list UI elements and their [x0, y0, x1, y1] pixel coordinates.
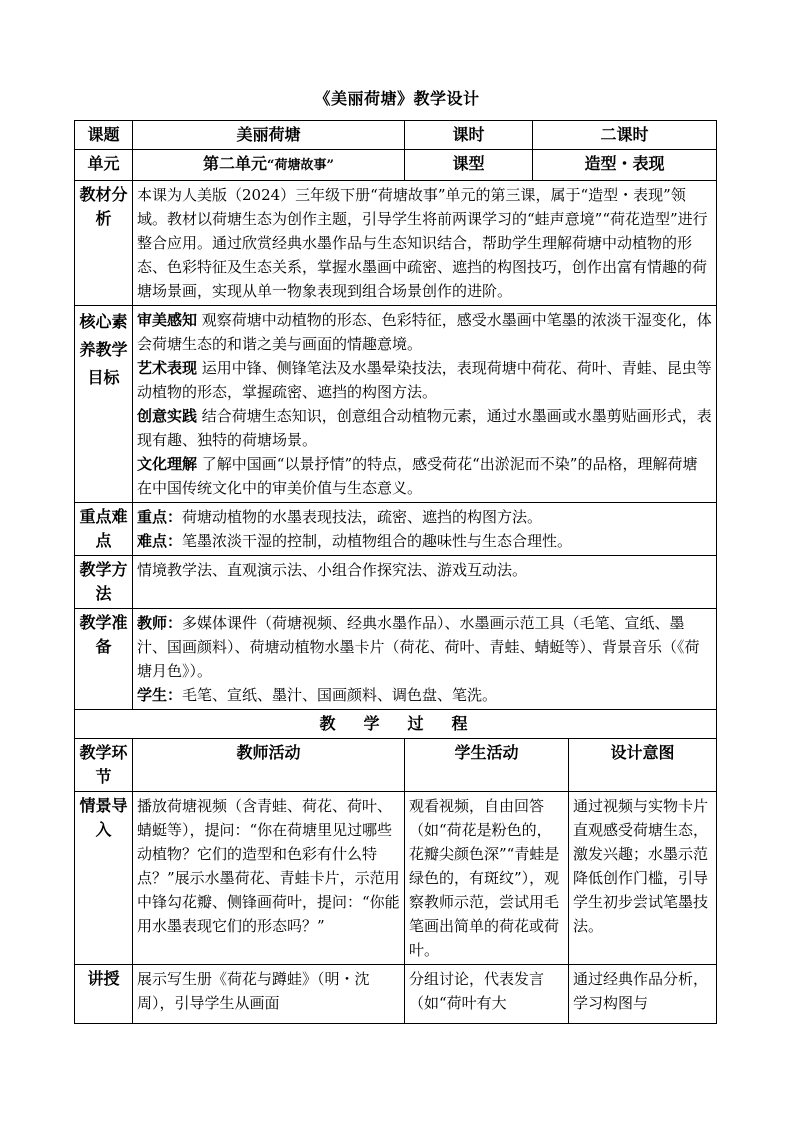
design-intent-text: 通过经典作品分析，学习构图与 [573, 970, 709, 1012]
table-row [75, 965, 717, 1024]
keypoints-content [133, 503, 717, 556]
teacher-activity-text: 展示写生册《荷花与蹲蛙》（明・沈周），引导学生从画面 [137, 970, 370, 1012]
key-point-text: 荷塘动植物的水墨表现技法，疏密、遮挡的构图方法。 [182, 508, 543, 526]
row-unit [75, 150, 717, 181]
goal-creative-title: 创意实践 [137, 407, 198, 425]
row-prep [75, 609, 717, 710]
goal-aesthetic-text: 观察荷塘中动植物的形态、色彩特征，感受水墨画中笔墨的浓淡干湿变化，体会荷塘生态的和谐之美与画面的情趣意境。 [137, 311, 712, 353]
prep-label: 教学准备 [75, 609, 133, 710]
goal-aesthetic-title: 审美感知 [137, 311, 198, 329]
goal-creative [137, 404, 712, 452]
col-intent: 设计意图 [569, 739, 717, 792]
prep-student [137, 683, 712, 707]
row-methods [75, 556, 717, 609]
methods-label: 教学方法 [75, 556, 133, 609]
row-keypoints [75, 503, 717, 556]
student-activity [405, 965, 569, 1024]
keypoints-label: 重点难点 [75, 503, 133, 556]
unit-prefix: 第二单元 [203, 154, 268, 173]
teacher-activity [133, 965, 405, 1024]
prep-teacher-text: 多媒体课件（荷塘视频、经典水墨作品）、水墨画示范工具（毛笔、宣纸、墨汁、国画颜料）、荷塘动植物水墨卡片（荷花、荷叶、青蛙、蜻蜓等）、背景音乐（《荷塘月色》）。 [137, 614, 700, 680]
difficult-point-text: 笔墨浓淡干湿的控制，动植物组合的趣味性与生态合理性。 [182, 532, 573, 550]
goal-creative-text: 结合荷塘生态知识，创意组合动植物元素，通过水墨画或水墨剪贴画形式，表现有趣、独特的荷塘场景。 [137, 407, 712, 449]
analysis-text: 本课为人美版（2024）三年级下册“荷塘故事”单元的第三课，属于“造型・表现”领域。教材以荷塘生态为创作主题，引导学生将前两课学习的“蛙声意境”“荷花造型”进行整合应用。通过欣赏经典水墨作品与生态知识结合，帮助学生理解荷塘中动植物的形态、色彩特征及生态关系，掌握水墨画中疏密、遮挡的构图技巧，创作出富有情趣的荷塘场景画，实现从单一物象表现到组合场景创作的进阶。 [133, 181, 717, 306]
goal-culture-title: 文化理解 [137, 455, 198, 473]
goal-expression [137, 356, 712, 404]
course-label: 课题 [75, 121, 133, 150]
unit-name: “荷塘故事” [267, 158, 334, 173]
hours-label: 课时 [405, 121, 533, 150]
unit-label: 单元 [75, 150, 133, 181]
row-process-heading [75, 710, 717, 739]
process-heading: 教学过程 [75, 710, 717, 739]
goals-content [133, 306, 717, 503]
goal-culture [137, 452, 712, 500]
type-label: 课型 [405, 150, 533, 181]
key-point-title: 重点： [137, 508, 183, 526]
goals-label: 核心素养教学目标 [75, 306, 133, 503]
row-process-columns [75, 739, 717, 792]
student-activity-text: 分组讨论，代表发言（如“荷叶有大 [409, 970, 545, 1012]
stage-cell: 讲授 [75, 965, 133, 1024]
row-course [75, 121, 717, 150]
analysis-label: 教材分析 [75, 181, 133, 306]
goal-culture-text: 了解中国画“以景抒情”的特点，感受荷花“出淤泥而不染”的品格，理解荷塘在中国传统文化中的审美价值与生态意义。 [137, 455, 698, 497]
col-stage: 教学环节 [75, 739, 133, 792]
stage-cell: 情景导入 [75, 792, 133, 965]
course-value: 美丽荷塘 [133, 121, 405, 150]
design-intent: 通过视频与实物卡片直观感受荷塘生态，激发兴趣；水墨示范降低创作门槛，引导学生初步尝试笔墨技法。 [569, 792, 717, 965]
prep-student-text: 毛笔、宣纸、墨汁、国画颜料、调色盘、笔洗。 [182, 686, 498, 704]
prep-teacher-title: 教师： [137, 614, 183, 632]
table-row [75, 792, 717, 965]
goal-aesthetic [137, 308, 712, 356]
type-value: 造型・表现 [533, 150, 717, 181]
methods-text: 情境教学法、直观演示法、小组合作探究法、游戏互动法。 [133, 556, 717, 609]
row-goals [75, 306, 717, 503]
difficult-point-title: 难点： [137, 532, 183, 550]
unit-value [133, 150, 405, 181]
teacher-activity: 播放荷塘视频（含青蛙、荷花、荷叶、蜻蜓等），提问：“你在荷塘里见过哪些动植物？它们的造型和色彩有什么特点？”展示水墨荷花、青蛙卡片，示范用中锋勾花瓣、侧锋画荷叶，提问：“你能用水墨表现它们的形态吗？” [133, 792, 405, 965]
hours-value: 二课时 [533, 121, 717, 150]
goal-expression-text: 运用中锋、侧锋笔法及水墨晕染技法，表现荷塘中荷花、荷叶、青蛙、昆虫等动植物的形态，掌握疏密、遮挡的构图方法。 [137, 359, 712, 401]
prep-content [133, 609, 717, 710]
design-intent [569, 965, 717, 1024]
row-analysis [75, 181, 717, 306]
col-student: 学生活动 [405, 739, 569, 792]
prep-teacher [137, 611, 712, 683]
goal-expression-title: 艺术表现 [137, 359, 198, 377]
student-activity: 观看视频，自由回答（如“荷花是粉色的，花瓣尖颜色深”“青蛙是绿色的，有斑纹”），观察教师示范，尝试用毛笔画出简单的荷花或荷叶。 [405, 792, 569, 965]
key-point [137, 505, 712, 529]
difficult-point [137, 529, 712, 553]
col-teacher: 教师活动 [133, 739, 405, 792]
document-title: 《美丽荷塘》教学设计 [314, 89, 480, 108]
prep-student-title: 学生： [137, 686, 183, 704]
lesson-plan-table [74, 120, 717, 1024]
